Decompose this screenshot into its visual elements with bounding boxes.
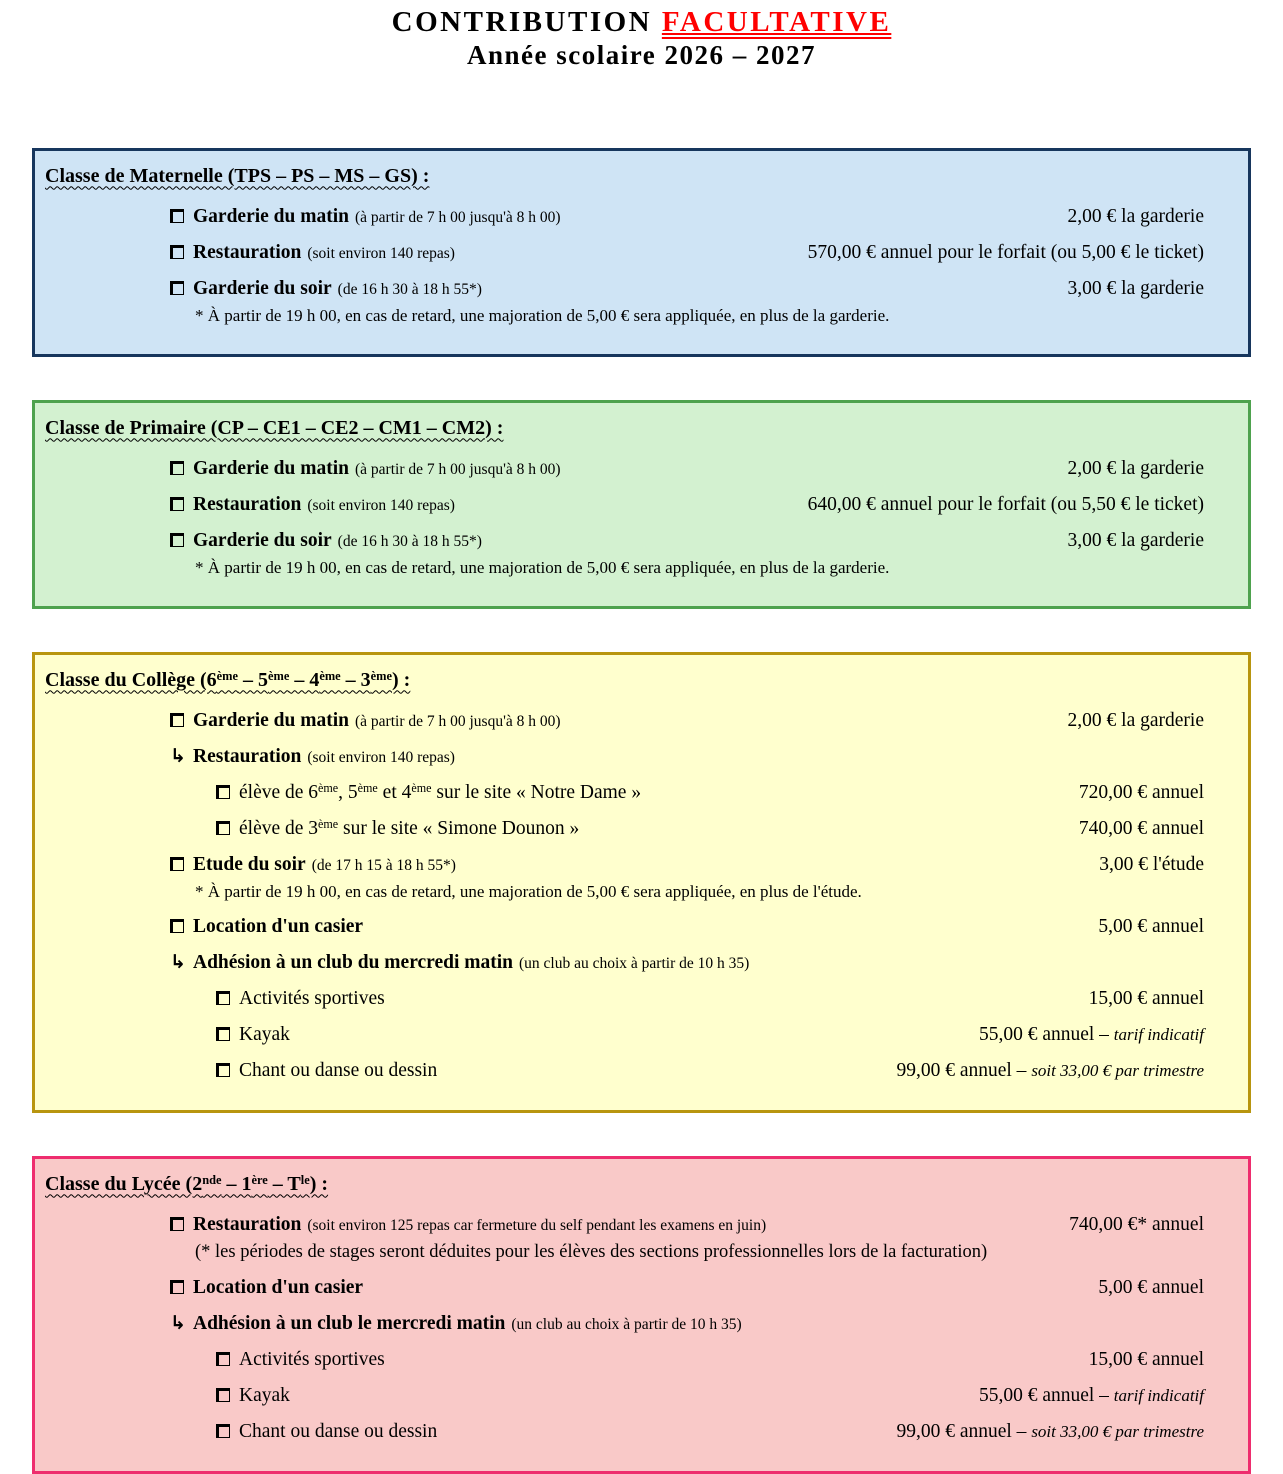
item-footnote: * À partir de 19 h 00, en cas de retard, une majoration de 5,00 € sera appliquée, en plus de la garderie. [195,557,890,577]
checkbox-icon[interactable] [170,497,184,511]
section-header-lycee: Classe du Lycée $(2nde - 1ère - T^{le})$ : [45,1172,329,1195]
item-row [45,818,1204,840]
item-row: ↳ Adhésion à un club le mercredi matin (un club au choix à partir de 10 h 35) [170,1311,742,1334]
item-note: (de 16 h 30 à 18 h 55*) [337,280,482,298]
item-note: (soit environ 140 repas) [307,244,455,262]
checkbox-icon[interactable] [170,857,184,871]
item-row [45,530,1204,552]
section-box-primaire [32,400,1251,609]
item-row [45,1349,1204,1371]
item-price: 55,00 € annuel – tarif indicatif [978,1023,1204,1045]
section-rows [45,206,1204,326]
item-row [45,494,1204,516]
item-row [45,782,1204,804]
item-price: 740,00 € annuel [1078,817,1204,839]
page-subtitle: Année scolaire 2026 – 2027 [467,40,816,71]
document-title-block [0,6,1283,72]
item-row: ↳ Restauration (soit environ 140 repas) [170,744,455,767]
item-price: 570,00 € annuel pour le forfait (ou 5,00 € le ticket) [807,241,1204,263]
section-box-college [32,652,1251,1113]
item-label: Garderie du matin [193,457,349,479]
item-row [45,1385,1204,1407]
checkbox-icon[interactable] [216,821,230,835]
item-label: Garderie du matin [193,709,349,731]
item-row [45,916,1204,938]
item-label: Restauration [193,493,302,515]
item-row [45,1024,1204,1046]
item-label: Garderie du soir [193,277,332,299]
checkbox-icon[interactable] [170,1217,184,1231]
item-price: 720,00 € annuel [1078,781,1204,803]
item-note: (à partir de 7 h 00 jusqu'à 8 h 00) [355,460,561,478]
item-price: 3,00 € l'étude [1099,853,1204,875]
item-row [45,1214,1204,1236]
checkbox-icon[interactable] [216,1027,230,1041]
checkbox-icon[interactable] [170,919,184,933]
item-label: Adhésion à un club du mercredi matin [193,951,513,973]
item-row [45,242,1204,264]
item-label: Location d'un casier [193,915,364,937]
item-price-note: tarif indicatif [1113,1024,1204,1044]
item-footnote: (* les périodes de stages seront déduites pour les élèves des sections professionnelles lors de la facturation) [195,1241,988,1262]
item-note: (un club au choix à partir de 10 h 35) [519,954,750,972]
item-row [45,206,1204,228]
checkbox-icon[interactable] [216,1063,230,1077]
checkbox-icon[interactable] [216,1424,230,1438]
item-label: Chant ou danse ou dessin [239,1059,438,1081]
section-box-lycee [32,1156,1251,1474]
item-label: Kayak [239,1384,290,1406]
item-label: Restauration [193,745,302,767]
item-label: Adhésion à un club le mercredi matin [193,1312,506,1334]
checkbox-icon[interactable] [170,209,184,223]
item-price: 99,00 € annuel – soit 33,00 € par trimestre [896,1420,1204,1442]
checkbox-icon[interactable] [170,533,184,547]
item-row [45,710,1204,732]
item-label: élève de 6ème, 5ème et 4ème sur le site « Notre Dame » [239,781,642,803]
item-note: (à partir de 7 h 00 jusqu'à 8 h 00) [355,712,561,730]
item-label: Chant ou danse ou dessin [239,1420,438,1442]
item-row [45,458,1204,480]
item-price: 3,00 € la garderie [1067,529,1204,551]
item-row: ↳ Adhésion à un club du mercredi matin (un club au choix à partir de 10 h 35) [170,950,750,973]
item-price: 5,00 € annuel [1098,1276,1204,1298]
item-footnote: * À partir de 19 h 00, en cas de retard, une majoration de 5,00 € sera appliquée, en plus de l'étude. [195,881,862,901]
item-label: élève de 3ème sur le site « Simone Dounon » [239,817,580,839]
section-header-maternelle: Classe de Maternelle (TPS – PS – MS – GS) : [45,164,430,187]
item-label: Activités sportives [239,987,385,1009]
item-label: Restauration [193,241,302,263]
title-red-part: FACULTATIVE [661,6,892,38]
item-label: Activités sportives [239,1348,385,1370]
item-label: Garderie du soir [193,529,332,551]
item-price: 2,00 € la garderie [1067,457,1204,479]
item-row [45,854,1204,876]
checkbox-icon[interactable] [216,785,230,799]
item-price-note: soit 33,00 € par trimestre [1031,1421,1204,1441]
checkbox-icon[interactable] [170,281,184,295]
item-row [45,1060,1204,1082]
item-row [45,1421,1204,1443]
item-label: Kayak [239,1023,290,1045]
checkbox-icon[interactable] [216,1352,230,1366]
section-box-maternelle [32,148,1251,357]
section-rows [45,1214,1204,1443]
item-price: 99,00 € annuel – soit 33,00 € par trimestre [896,1059,1204,1081]
checkbox-icon[interactable] [170,245,184,259]
item-label: Location d'un casier [193,1276,364,1298]
item-label: Restauration [193,1213,302,1235]
item-note: (un club au choix à partir de 10 h 35) [511,1315,742,1333]
item-price: 740,00 €* annuel [1069,1213,1204,1235]
page-title [0,6,1283,39]
item-row [45,988,1204,1010]
item-label: Garderie du matin [193,205,349,227]
item-note: (à partir de 7 h 00 jusqu'à 8 h 00) [355,208,561,226]
item-note: (soit environ 140 repas) [307,748,455,766]
section-rows [45,458,1204,578]
item-price: 640,00 € annuel pour le forfait (ou 5,50 € le ticket) [807,493,1204,515]
item-note: (soit environ 125 repas car fermeture du self pendant les examens en juin) [307,1216,767,1234]
item-price: 2,00 € la garderie [1067,709,1204,731]
checkbox-icon[interactable] [170,461,184,475]
checkbox-icon[interactable] [170,1280,184,1294]
item-price: 15,00 € annuel [1088,987,1204,1009]
checkbox-icon[interactable] [216,991,230,1005]
checkbox-icon[interactable] [170,713,184,727]
item-price: 3,00 € la garderie [1067,277,1204,299]
item-price-note: soit 33,00 € par trimestre [1031,1060,1204,1080]
title-black-part: CONTRIBUTION [391,6,653,38]
item-price: 5,00 € annuel [1098,915,1204,937]
item-label: Etude du soir [193,853,306,875]
section-header-primaire: Classe de Primaire (CP – CE1 – CE2 – CM1 – CM2) : [45,416,504,439]
item-footnote: * À partir de 19 h 00, en cas de retard, une majoration de 5,00 € sera appliquée, en plus de la garderie. [195,305,890,325]
item-note: (de 16 h 30 à 18 h 55*) [337,532,482,550]
item-row [45,278,1204,300]
section-header-college: Classe du Collège (6ème – 5ème – 4ème – 3ème) : [45,668,411,691]
section-rows [45,710,1204,1082]
item-note: (de 17 h 15 à 18 h 55*) [311,856,456,874]
item-price: 15,00 € annuel [1088,1348,1204,1370]
item-price: 55,00 € annuel – tarif indicatif [978,1384,1204,1406]
item-row [45,1277,1204,1299]
item-note: (soit environ 140 repas) [307,496,455,514]
item-price-note: tarif indicatif [1113,1385,1204,1405]
sections-container [0,148,1283,1474]
item-price: 2,00 € la garderie [1067,205,1204,227]
